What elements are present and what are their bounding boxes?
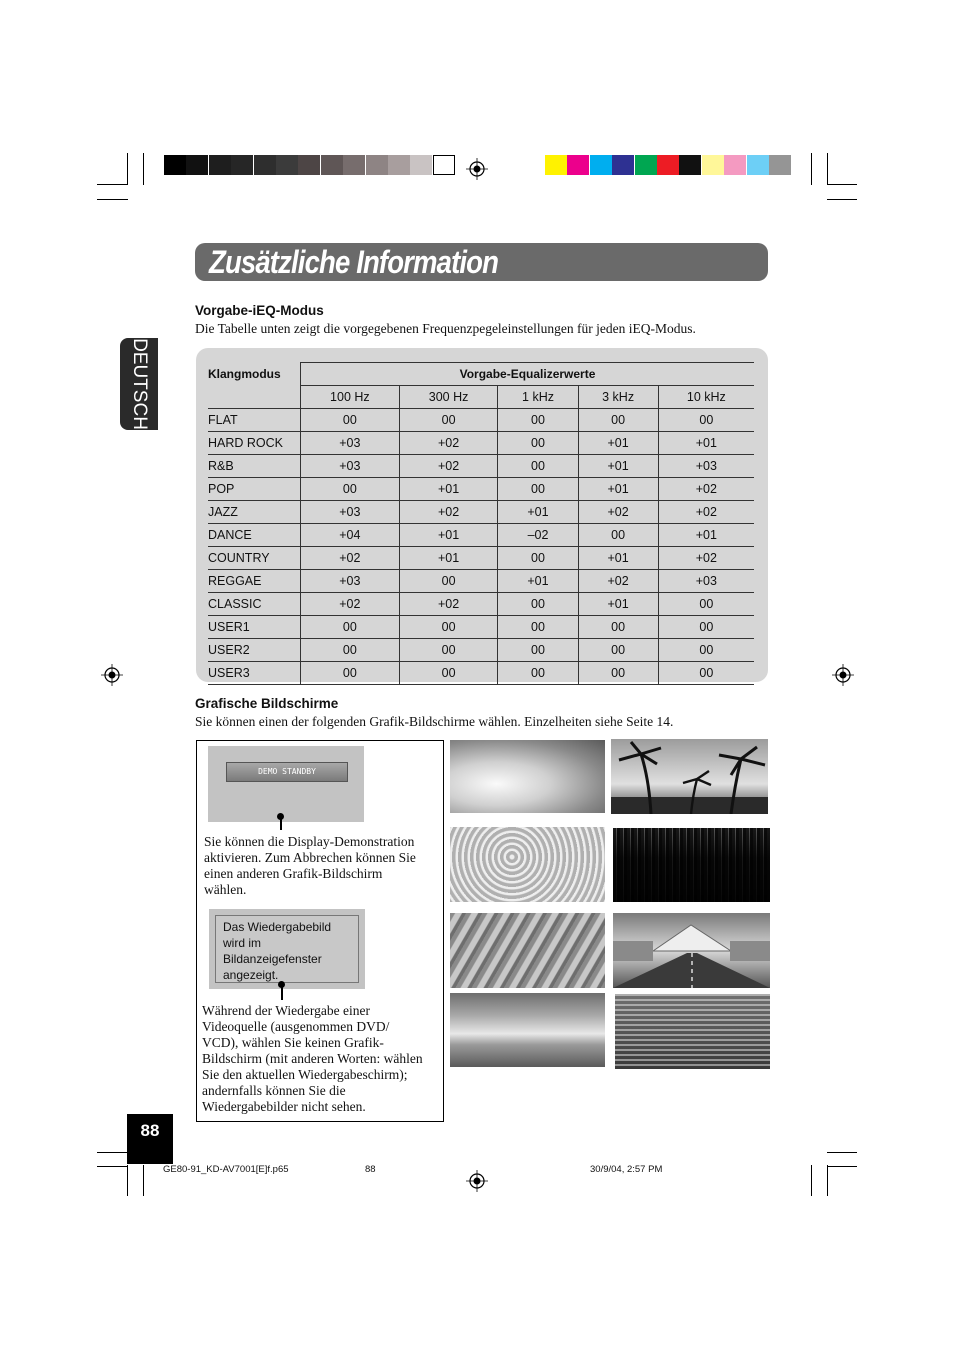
grey-swatch [433,155,455,175]
color-swatch [612,155,634,175]
cell-value: 00 [658,639,754,662]
playback-screen-line: Bildanzeigefenster [223,952,322,966]
playback-text-line: andernfalls können Sie die [202,1083,346,1098]
cell-value: +01 [658,432,754,455]
cell-value: –02 [498,524,578,547]
table-row [208,524,754,547]
section-intro-graphics: Sie können einen der folgenden Grafik-Bildschirme wählen. Einzelheiten siehe Seite 14. [195,714,674,729]
cell-value: 00 [578,639,658,662]
cell-value: 00 [399,570,498,593]
playback-screen-line: wird im [223,936,261,950]
cell-value: +01 [399,478,498,501]
demo-text-line: einen anderen Grafik-Bildschirm [204,866,383,881]
cell-mode: USER3 [208,662,301,685]
table-row [208,662,754,685]
grey-swatch [298,155,320,175]
cell-value: +03 [301,455,400,478]
cell-value: +01 [578,478,658,501]
color-swatch [679,155,701,175]
cell-value: +01 [658,524,754,547]
table-row [208,616,754,639]
grey-swatch [388,155,410,175]
cell-value: 00 [498,662,578,685]
demo-screen-image [208,746,364,822]
cell-mode: JAZZ [208,501,301,524]
color-swatch [769,155,791,175]
cell-value: +02 [399,455,498,478]
footer-timestamp: 30/9/04, 2:57 PM [590,1164,663,1175]
grey-swatch [186,155,208,175]
page-number: 88 [127,1114,173,1164]
footer-page: 88 [365,1164,376,1175]
grey-swatch [321,155,343,175]
playback-screen-line: angezeigt. [223,968,279,982]
cell-value: +02 [658,547,754,570]
cell-value: +02 [658,478,754,501]
demo-text-line: Sie können die Display-Demonstration [204,834,415,849]
cell-value: 00 [578,616,658,639]
demo-description [204,834,416,898]
cell-value: 00 [498,432,578,455]
cell-value: +02 [399,501,498,524]
cell-value: 00 [301,639,400,662]
cell-value: +02 [399,432,498,455]
cell-value: +01 [578,455,658,478]
graphic-image-road [613,913,770,988]
grey-swatch [254,155,276,175]
cell-value: 00 [498,409,578,432]
section-heading-graphics: Grafische Bildschirme [195,696,339,711]
table-row [208,639,754,662]
color-swatch [724,155,746,175]
registration-mark-icon [101,664,123,686]
cell-mode: USER2 [208,639,301,662]
cell-value: +01 [498,570,578,593]
cell-value: 00 [498,616,578,639]
cell-value: 00 [498,478,578,501]
cell-mode: REGGAE [208,570,301,593]
cell-value: +03 [301,501,400,524]
cell-value: 00 [301,662,400,685]
cell-value: +02 [301,593,400,616]
playback-text-line: Videoquelle (ausgenommen DVD/ [202,1019,390,1034]
cell-value: +03 [301,432,400,455]
cell-value: 00 [578,409,658,432]
color-swatch [545,155,567,175]
header-frequency: 3 kHz [578,386,658,409]
grey-swatch [343,155,365,175]
color-swatch [590,155,612,175]
graphic-image-bokeh [450,827,605,902]
cell-value: 00 [498,455,578,478]
page-title: Zusätzliche Information [209,244,499,280]
playback-text-line: Wiedergabebilder nicht sehen. [202,1099,366,1114]
page-title-bar [195,243,768,281]
cell-value: 00 [399,639,498,662]
grey-swatch [209,155,231,175]
header-frequency: 100 Hz [301,386,400,409]
grey-swatch [231,155,253,175]
cell-value: 00 [399,616,498,639]
language-tab [120,338,158,430]
cell-value: +02 [578,501,658,524]
cell-value: 00 [658,616,754,639]
header-frequency: 300 Hz [399,386,498,409]
cell-value: +01 [498,501,578,524]
cell-value: 00 [301,409,400,432]
cell-value: 00 [498,639,578,662]
cell-mode: COUNTRY [208,547,301,570]
header-klangmodus: Klangmodus [208,363,301,409]
cell-value: +04 [301,524,400,547]
graphic-image-sky [450,993,605,1067]
table-row [208,409,754,432]
cell-mode: POP [208,478,301,501]
cell-value: +03 [658,455,754,478]
cell-value: +01 [399,524,498,547]
header-frequency: 10 kHz [658,386,754,409]
callout-line [281,986,283,1000]
cell-value: +01 [578,547,658,570]
cell-value: 00 [498,547,578,570]
cell-value: 00 [658,662,754,685]
table-row [208,432,754,455]
cell-value: +03 [301,570,400,593]
grey-swatch [276,155,298,175]
registration-mark-icon [466,158,488,180]
cell-value: +02 [301,547,400,570]
cell-value: +01 [399,547,498,570]
footer-filename: GE80-91_KD-AV7001[E]f.p65 [163,1164,289,1175]
section-heading-ieq: Vorgabe-iEQ-Modus [195,303,324,318]
playback-screen-line: Das Wiedergabebild [223,920,332,934]
cell-value: 00 [578,524,658,547]
cell-value: 00 [658,409,754,432]
color-swatch [567,155,589,175]
cell-value: +03 [658,570,754,593]
playback-text-line: Sie den aktuellen Wiedergabeschirm); [202,1067,408,1082]
playback-screen-text [215,915,359,983]
demo-standby-label: DEMO STANDBY [226,762,348,782]
color-swatch [747,155,769,175]
cell-value: 00 [578,662,658,685]
color-swatch [635,155,657,175]
section-intro-ieq: Die Tabelle unten zeigt die vorgegebenen Frequenzpegeleinstellungen für jeden iEQ-Modus. [195,321,696,336]
graphic-image-clouds [450,740,605,813]
cell-mode: USER1 [208,616,301,639]
playback-text-line: Während der Wiedergabe einer [202,1003,370,1018]
cell-value: +01 [578,432,658,455]
cell-value: 00 [498,593,578,616]
table-row [208,501,754,524]
cell-mode: CLASSIC [208,593,301,616]
table-row [208,455,754,478]
registration-mark-icon [466,1170,488,1192]
cell-value: 00 [301,616,400,639]
cell-value: 00 [658,593,754,616]
cell-value: +01 [578,593,658,616]
callout-dot [278,981,285,988]
table-row [208,593,754,616]
grey-swatch [366,155,388,175]
demo-text-line: aktivieren. Zum Abbrechen können Sie [204,850,416,865]
eq-table-panel [196,348,768,682]
graphic-image-city [613,828,770,902]
grey-swatch [410,155,432,175]
cell-value: +02 [578,570,658,593]
demo-text-line: wählen. [204,882,247,897]
cell-value: 00 [399,662,498,685]
graphic-image-palms [611,739,768,814]
cell-value: +02 [399,593,498,616]
graphic-image-studio [615,994,770,1069]
cell-mode: FLAT [208,409,301,432]
playback-text-line: Bildschirm (mit anderen Worten: wählen [202,1051,423,1066]
playback-description [202,1003,423,1115]
eq-table [208,362,754,685]
header-frequency: 1 kHz [498,386,578,409]
graphic-image-abstract [450,913,605,988]
cell-value: 00 [399,409,498,432]
cell-mode: R&B [208,455,301,478]
grey-swatch [164,155,186,175]
color-swatch [702,155,724,175]
color-swatch [657,155,679,175]
cell-value: +02 [658,501,754,524]
playback-text-line: VCD), wählen Sie keinen Grafik- [202,1035,384,1050]
playback-screen-image [209,909,365,989]
language-tab-label: DEUTSCH [129,338,150,430]
table-row [208,547,754,570]
registration-mark-icon [832,664,854,686]
cell-mode: HARD ROCK [208,432,301,455]
table-row [208,478,754,501]
cell-mode: DANCE [208,524,301,547]
callout-dot [277,813,284,820]
header-equalizer-group: Vorgabe-Equalizerwerte [301,363,755,386]
cell-value: 00 [301,478,400,501]
table-row [208,570,754,593]
